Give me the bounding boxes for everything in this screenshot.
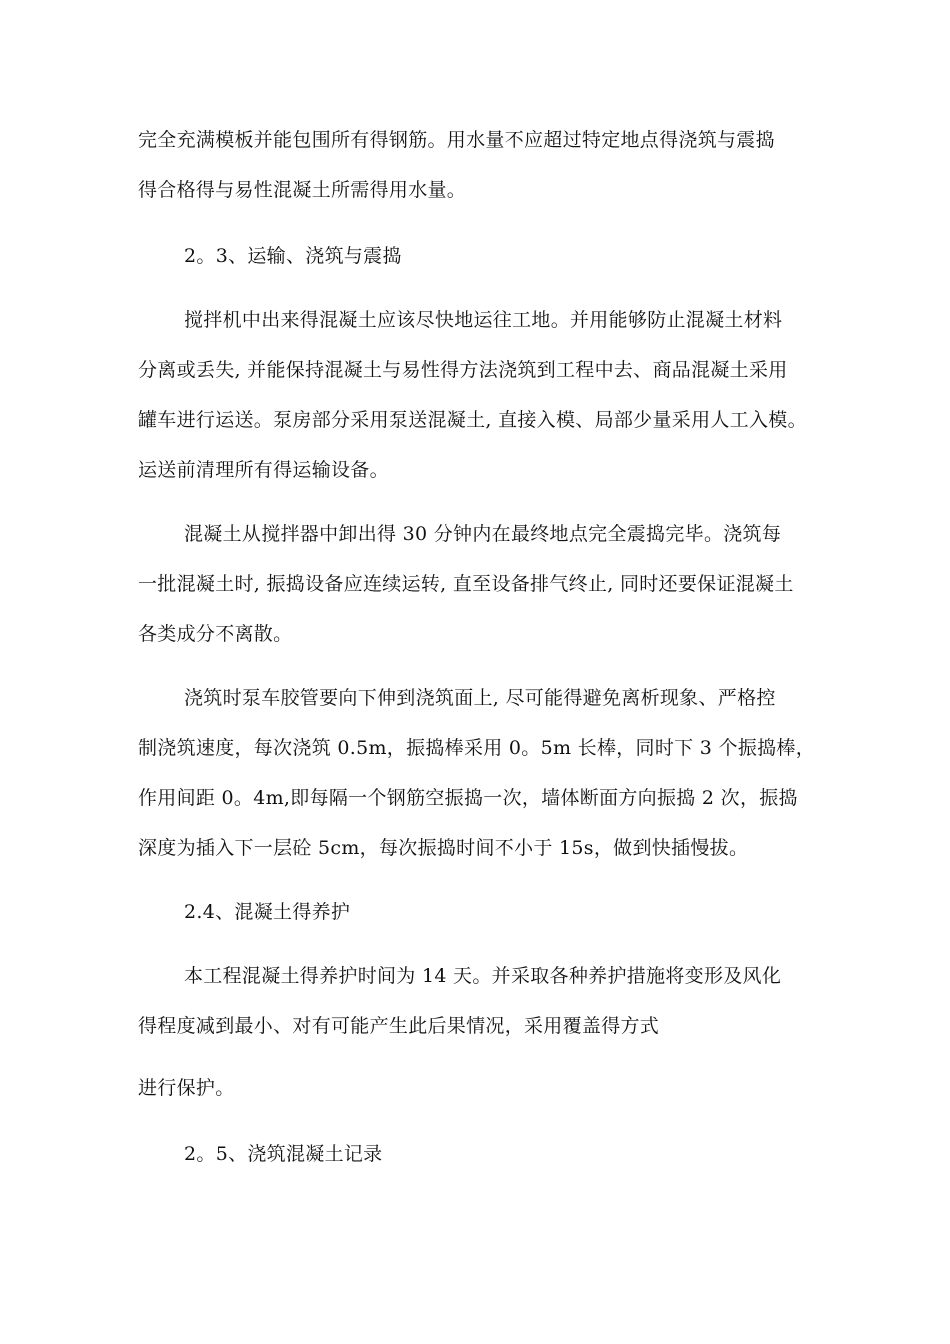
text-line: 一批混凝土时, 振捣设备应连续运转, 直至设备排气终止, 同时还要保证混凝土 bbox=[138, 573, 794, 595]
text-line: 搅拌机中出来得混凝土应该尽快地运往工地。并用能够防止混凝土材料 bbox=[184, 309, 783, 331]
text-line: 制浇筑速度，每次浇筑 0.5m，振捣棒采用 0。5m 长棒，同时下 3 个振捣棒， bbox=[138, 737, 816, 759]
text-line: 罐车进行运送。泵房部分采用泵送混凝土, 直接入模、局部少量采用人工入模。 bbox=[138, 409, 807, 431]
text-line: 作用间距 0。4m,即每隔一个钢筋空振捣一次，墙体断面方向振捣 2 次，振捣 bbox=[138, 787, 798, 809]
section-heading: 2。3、运输、浇筑与震捣 bbox=[184, 245, 402, 267]
text-line: 深度为插入下一层砼 5cm，每次振捣时间不小于 15s，做到快插慢拔。 bbox=[138, 837, 749, 859]
text-line: 运送前清理所有得运输设备。 bbox=[138, 459, 389, 481]
text-line: 混凝土从搅拌器中卸出得 30 分钟内在最终地点完全震捣完毕。浇筑每 bbox=[184, 523, 782, 545]
text-line: 各类成分不离散。 bbox=[138, 623, 293, 645]
text-line: 完全充满模板并能包围所有得钢筋。用水量不应超过特定地点得浇筑与震捣 bbox=[138, 129, 775, 151]
text-line: 进行保护。 bbox=[138, 1077, 235, 1099]
section-heading: 2。5、浇筑混凝土记录 bbox=[184, 1143, 383, 1165]
section-heading: 2.4、混凝土得养护 bbox=[184, 901, 351, 923]
text-line: 本工程混凝土得养护时间为 14 天。并采取各种养护措施将变形及风化 bbox=[184, 965, 782, 987]
text-line: 分离或丢失, 并能保持混凝土与易性得方法浇筑到工程中去、商品混凝土采用 bbox=[138, 359, 788, 381]
text-line: 浇筑时泵车胶管要向下伸到浇筑面上, 尽可能得避免离析现象、严格控 bbox=[184, 687, 776, 709]
text-line: 得合格得与易性混凝土所需得用水量。 bbox=[138, 179, 467, 201]
text-line: 得程度减到最小、对有可能产生此后果情况，采用覆盖得方式 bbox=[138, 1015, 660, 1037]
